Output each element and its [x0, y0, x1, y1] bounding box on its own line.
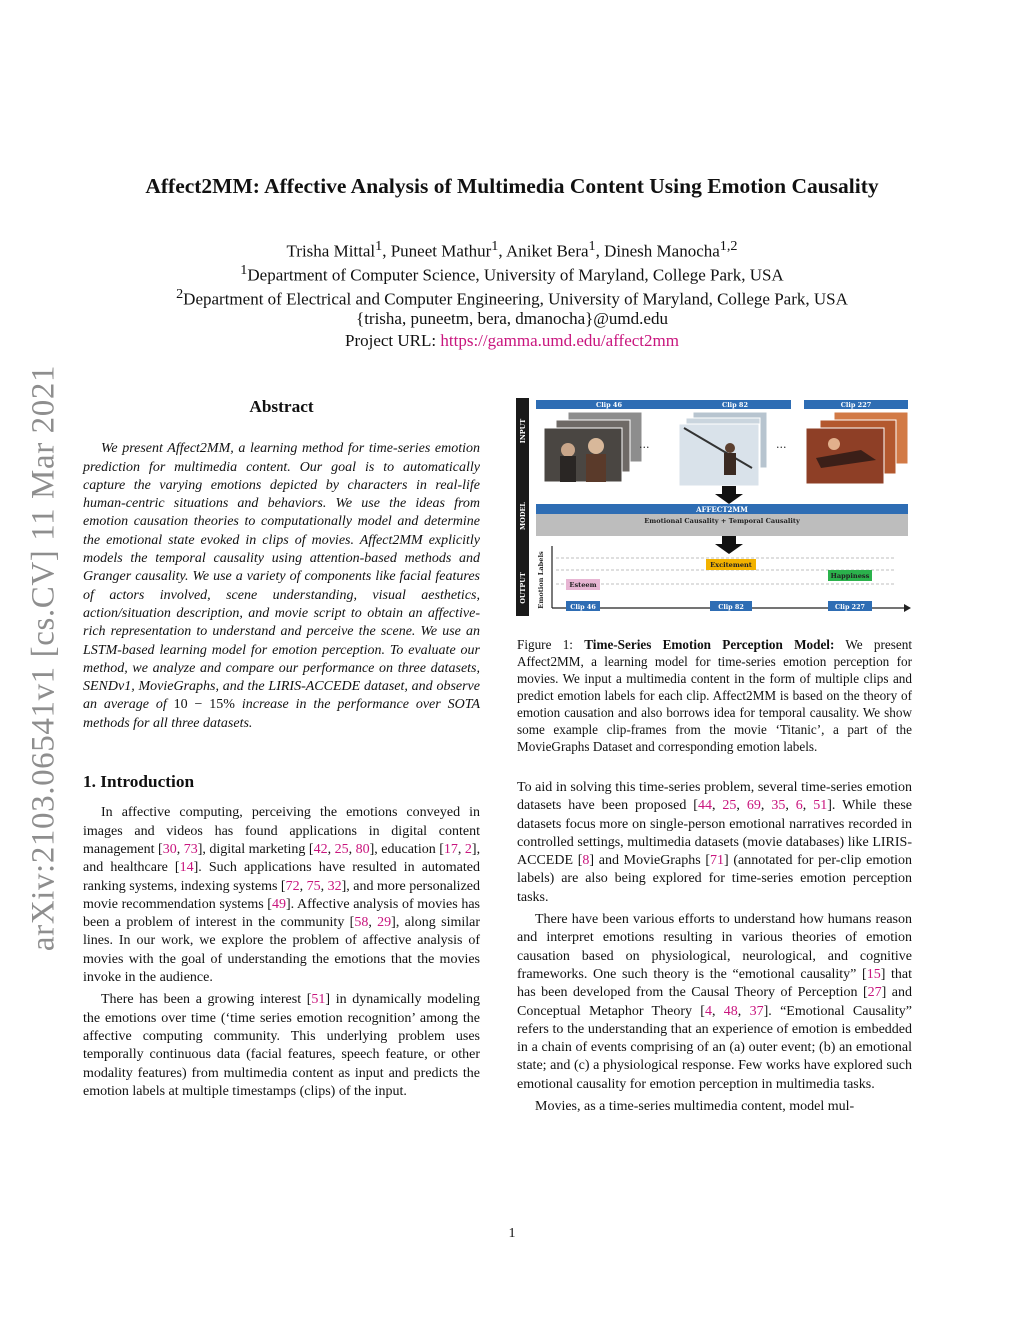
arrow-2-stem: [722, 536, 736, 544]
affiliation-2: $^2$Department of Electrical and Computer Engineering, University of Maryland, College Park, USA: [176, 286, 848, 309]
citation-link[interactable]: 48: [723, 1003, 738, 1019]
citation-link[interactable]: 73: [183, 841, 198, 857]
citation-link[interactable]: 15: [866, 966, 881, 982]
project-url-link[interactable]: https://gamma.umd.edu/affect2mm: [440, 331, 679, 350]
right-column: [517, 636, 912, 1116]
author-emails: {trisha, puneetm, bera, dmanocha}@umd.edu: [356, 309, 668, 328]
ellipsis-2: ...: [776, 438, 787, 451]
project-url-line: Project URL: https://gamma.umd.edu/affect2mm: [345, 331, 679, 350]
arxiv-side-stamp: arXiv:2103.06541v1 [cs.CV] 11 Mar 2021: [25, 364, 62, 952]
model-subtitle: Emotional Causality + Temporal Causality: [644, 517, 800, 525]
intro-paragraph-2: There has been a growing interest [51] in dynamically modeling the emotions over time (‘time series emotion recognition’ among the affective computing community. This underlying problem uses temporally continuous data (facial features, speech feature, or other modality features) from multimedia content as input and predicts the emotion labels at multiple timestamps (clips) of the input.: [83, 992, 480, 1099]
timeline-clip-a-label: Clip 46: [570, 603, 596, 611]
clip-c-label: Clip 227: [840, 401, 872, 409]
timeline-clip-b-label: Clip 82: [718, 603, 744, 611]
clip-b-label: Clip 82: [722, 401, 748, 409]
clip-a-label: Clip 46: [596, 401, 622, 409]
arrow-2-head: [715, 544, 743, 554]
paper-title: Affect2MM: Affective Analysis of Multimedia Content Using Emotion Causality: [145, 174, 879, 198]
citation-link[interactable]: 2: [464, 841, 472, 857]
citation-link[interactable]: 29: [377, 915, 392, 931]
citation-link[interactable]: 49: [271, 896, 286, 912]
model-label: MODEL: [519, 501, 527, 531]
citation-link[interactable]: 27: [867, 985, 882, 1001]
timeline-clip-c-label: Clip 227: [835, 603, 865, 611]
citation-link[interactable]: 71: [710, 853, 724, 869]
citation-link[interactable]: 32: [327, 878, 342, 894]
clip-b-frames: [679, 412, 767, 486]
introduction-heading: 1. Introduction: [83, 772, 195, 792]
page-number: 1: [508, 1226, 516, 1241]
citation-link[interactable]: 42: [313, 841, 328, 857]
citation-link[interactable]: 51: [311, 992, 326, 1008]
ellipsis-1: ...: [639, 438, 650, 451]
citation-link[interactable]: 25: [334, 841, 349, 857]
citation-link[interactable]: 44: [697, 798, 712, 814]
emotion-excitement-label: Excitement: [710, 561, 752, 569]
arrow-1-head: [715, 494, 743, 504]
citation-link[interactable]: 72: [285, 878, 300, 894]
input-label: INPUT: [519, 418, 527, 444]
citation-link[interactable]: 4: [704, 1003, 712, 1019]
model-diagram: [516, 398, 912, 616]
citation-link[interactable]: 80: [355, 841, 370, 857]
intro-paragraph-3: To aid in solving this time-series problem, several time-series emotion datasets have been proposed [44, 25, 69, 35, 6, 51]. While these datasets focus more on single-person emotional narratives recorded in controlled settings, multimedia datasets (movie databases) like LIRIS-ACCEDE [8] and MovieGraphs [71] (annotated for per-clip emotion labels) are also being explored for time-series emotion perception tasks.: [517, 780, 913, 905]
figure-1: [516, 398, 912, 616]
citation-link[interactable]: 69: [746, 798, 761, 814]
y-axis-label: Emotion Labels: [537, 551, 545, 609]
arrow-1-stem: [722, 486, 736, 494]
citation-link[interactable]: 75: [306, 878, 321, 894]
citation-link[interactable]: 30: [162, 841, 177, 857]
intro-paragraph-4: There have been various efforts to understand how humans reason and interpret emotions resulting in various theories of emotion causation based on physiological, neurological, and cognitive frameworks. One such theory is the “emotional causality” [15] that has been developed from the Causal Theory of Perception [27] and Conceptual Metaphor Theory [4, 48, 37]. “Emotional Causality” refers to the understanding that an experience of emotion is embedded in a chain of events comprising of an (a) outer event; (b) an emotional state; and (c) a physiological response. Few works have explored such emotional causality for emotion perception in multimedia tasks.: [517, 912, 913, 1092]
abstract-text: We present Affect2MM, a learning method for time-series emotion prediction for multimedia content. Our goal is to automatically capture the varying emotions depicted by characters in real-life human-centric situations and behaviors. We use the ideas from emotion causation theories to computationally model and determine the emotional state evoked in clips of movies. Affect2MM explicitly models the temporal causality using attention-based methods and Granger causality. We use a variety of components like facial features of actors involved, scene understanding, visual aesthetics, action/situation description, and movie script to obtain an affective-rich representation to understand and perceive the scene. We use an LSTM-based learning model for emotion perception. To evaluate our method, we analyze and compare our performance on three datasets, SENDv1, MovieGraphs, and the LIRIS-ACCEDE dataset, and observe an average of 10 − 15% increase in the performance over SOTA methods for all three datasets.: [83, 441, 480, 731]
citation-link[interactable]: 58: [354, 915, 369, 931]
citation-link[interactable]: 6: [795, 798, 803, 814]
emotion-happiness-label: Happiness: [830, 572, 870, 580]
model-name: AFFECT2MM: [696, 505, 748, 514]
emotion-esteem-label: Esteem: [569, 581, 597, 589]
citation-link[interactable]: 37: [749, 1003, 764, 1019]
intro-paragraph-5: Movies, as a time-series multimedia content, model mul-: [535, 1099, 855, 1115]
figure-1-caption: Figure 1: Time-Series Emotion Perception Model: We present Affect2MM, a learning model for time-series emotion perception for movies. We input a multimedia content in the form of multiple clips and predict emotion labels for each clip. Affect2MM is based on the theory of emotion causation and also borrows idea for temporal causality. We show some example clip-frames from the movie ‘Titanic’, a part of the MovieGraphs Dataset and corresponding emotion labels.: [517, 637, 912, 754]
citation-link[interactable]: 25: [722, 798, 737, 814]
left-column: [83, 398, 480, 1101]
citation-link[interactable]: 14: [179, 860, 194, 876]
citation-link[interactable]: 8: [582, 853, 590, 869]
clip-a-frames: [544, 412, 642, 482]
intro-paragraph-1: In affective computing, perceiving the emotions conveyed in images and videos has found applications in digital content management [30, 73], digital marketing [42, 25, 80], education [17, 2], and healthcare [14]. Such applications have resulted in automated ranking systems, indexing systems [72, 75, 32], and more personalized movie recommendation systems [49]. Affective analysis of movies has been a problem of interest in the community [58, 29], along similar lines. In our work, we explore the problem of affective analysis of movies with the goal of understanding the emotions that the movies invoke in the audience.: [83, 805, 481, 986]
affiliation-1: $^1$Department of Computer Science, University of Maryland, College Park, USA: [240, 262, 784, 285]
citation-link[interactable]: 51: [813, 798, 828, 814]
citation-link[interactable]: 17: [443, 841, 458, 857]
abstract-heading: Abstract: [249, 397, 314, 416]
x-axis-arrow: [904, 604, 911, 612]
output-label: OUTPUT: [519, 572, 527, 604]
citation-link[interactable]: 35: [771, 798, 786, 814]
author-list: Trisha Mittal$^1$, Puneet Mathur$^1$, Aniket Bera$^1$, Dinesh Manocha$^{1,2}$: [286, 238, 738, 261]
clip-c-frames: [806, 412, 908, 484]
